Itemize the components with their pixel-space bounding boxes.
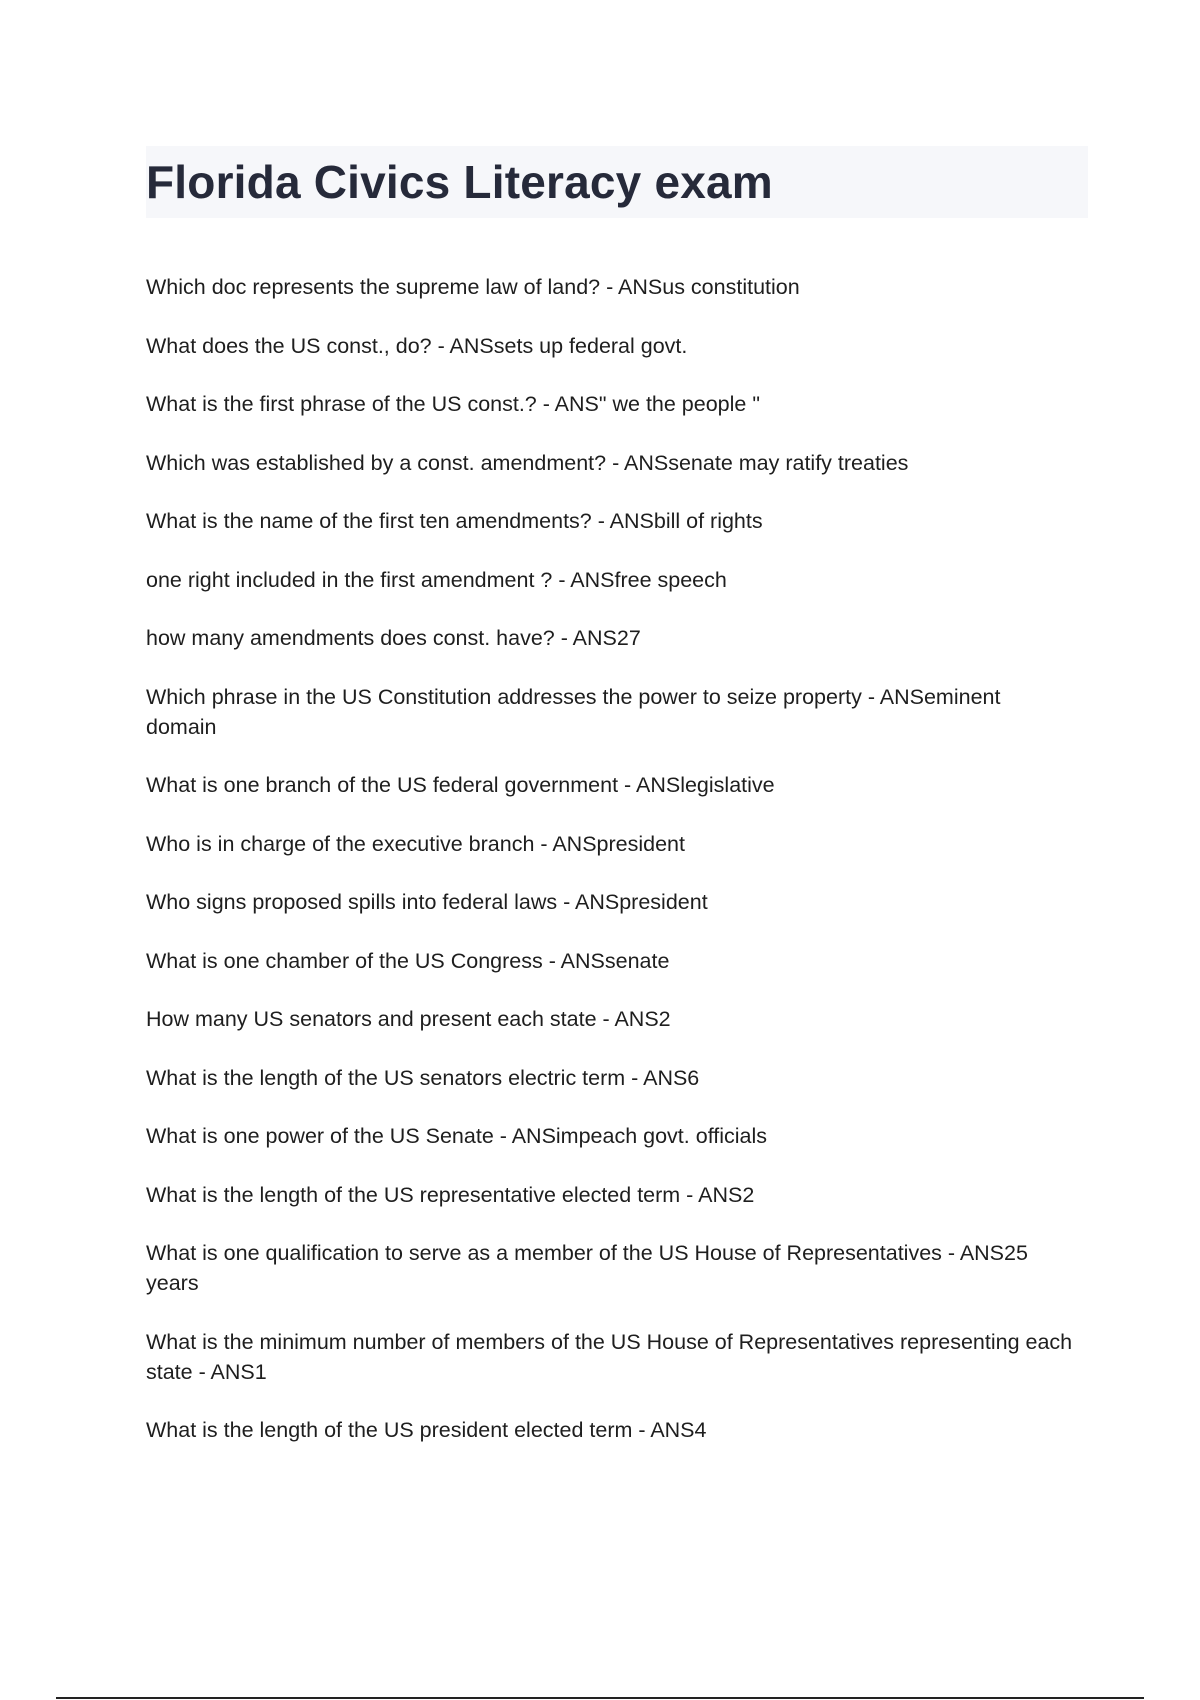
title-banner	[146, 146, 1088, 218]
qa-item-14: What is the length of the US senators electric term - ANS6	[146, 1065, 700, 1090]
qa-item-8: Which phrase in the US Constitution addresses the power to seize property - ANSeminent domain	[146, 684, 1001, 739]
qa-item-7: how many amendments does const. have? - ANS27	[146, 626, 641, 650]
qa-item-2: What does the US const., do? - ANSsets up federal govt.	[146, 333, 688, 358]
qa-item-19: What is the length of the US president elected term - ANS4	[146, 1418, 707, 1442]
qa-item-11: Who signs proposed spills into federal laws - ANSpresident	[146, 890, 708, 914]
qa-item-1: Which doc represents the supreme law of land? - ANSus constitution	[146, 275, 800, 299]
page-title: Florida Civics Literacy exam	[146, 156, 773, 208]
qa-item-13: How many US senators and present each state - ANS2	[146, 1007, 671, 1031]
qa-item-18: What is the minimum number of members of the US House of Representatives representing each state - ANS1	[146, 1329, 1073, 1384]
qa-item-9: What is one branch of the US federal government - ANSlegislative	[146, 773, 775, 797]
qa-item-12: What is one chamber of the US Congress - ANSsenate	[146, 948, 670, 973]
qa-item-4: Which was established by a const. amendment? - ANSsenate may ratify treaties	[146, 450, 909, 475]
qa-item-17: What is one qualification to serve as a member of the US House of Representatives - ANS25 years	[146, 1241, 1028, 1295]
qa-item-5: What is the name of the first ten amendments? - ANSbill of rights	[146, 509, 763, 533]
qa-item-15: What is one power of the US Senate - ANSimpeach govt. officials	[146, 1124, 768, 1148]
qa-item-16: What is the length of the US representative elected term - ANS2	[146, 1182, 755, 1207]
question-answer-list	[146, 272, 1076, 1474]
footer-divider	[56, 1697, 1144, 1699]
qa-item-6: one right included in the first amendment ? - ANSfree speech	[146, 567, 727, 592]
qa-item-3: What is the first phrase of the US const.? - ANS" we the people "	[146, 392, 760, 416]
qa-item-10: Who is in charge of the executive branch - ANSpresident	[146, 831, 685, 856]
